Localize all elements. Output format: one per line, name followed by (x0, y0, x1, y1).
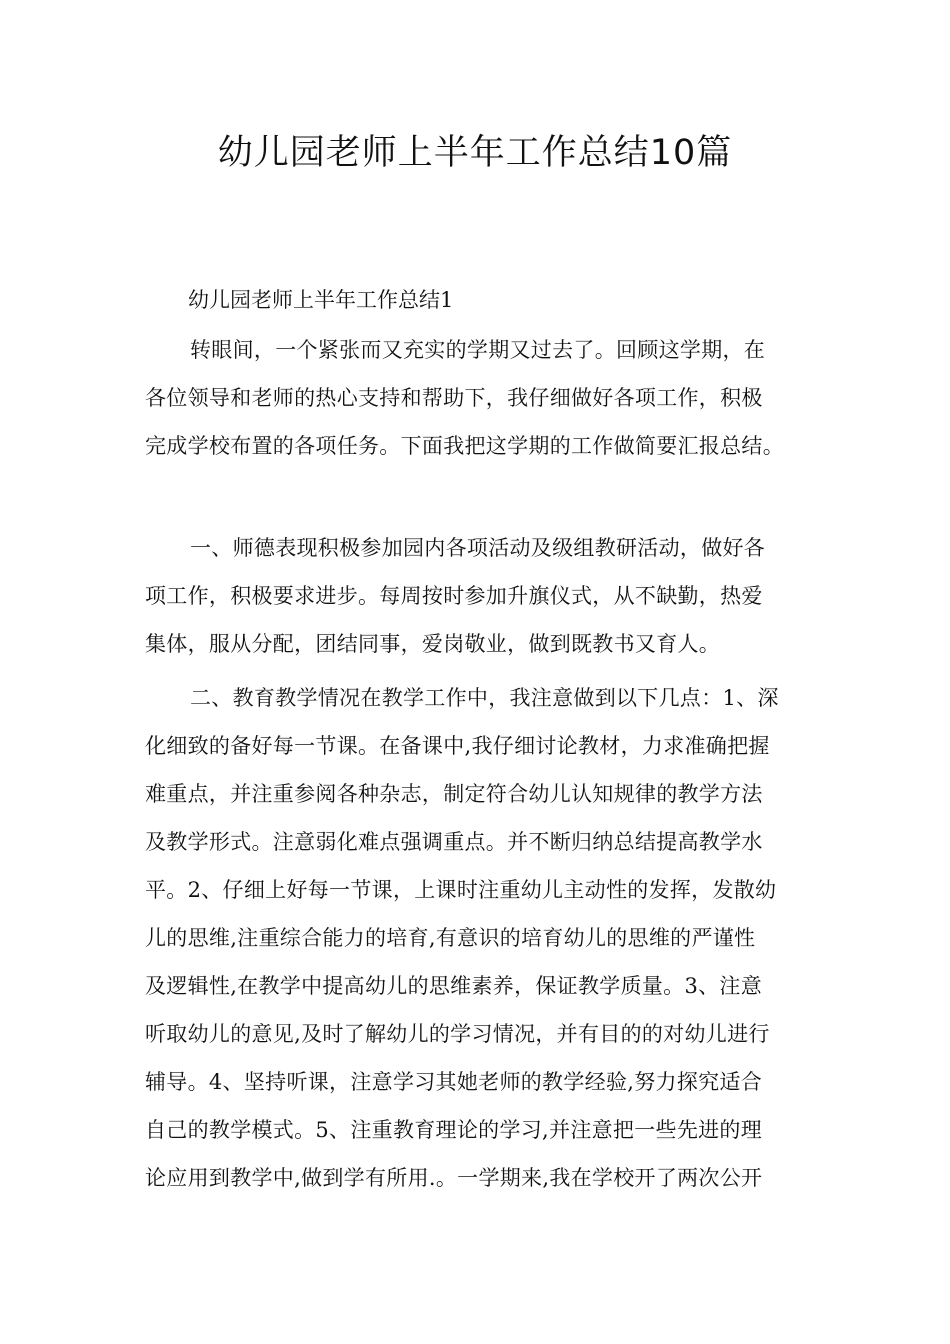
paragraph-line: 各位领导和老师的热心支持和帮助下，我仔细做好各项工作，积极 (145, 386, 763, 410)
paragraph-intro (145, 326, 807, 470)
paragraph-line: 项工作，积极要求进步。每周按时参加升旗仪式，从不缺勤，热爱 (145, 584, 763, 608)
paragraph-line: 儿的思维,注重综合能力的培育,有意识的培育幼儿的思维的严谨性 (145, 926, 756, 950)
paragraph-line: 化细致的备好每一节课。在备课中,我仔细讨论教材，力求准确把握 (145, 734, 770, 758)
paragraph-line: 集体，服从分配，团结同事，爱岗敬业，做到既教书又育人。 (145, 632, 721, 656)
paragraph-teaching (145, 674, 807, 1202)
paragraph-line: 转眼间，一个紧张而又充实的学期又过去了。回顾这学期，在 (190, 338, 766, 362)
paragraph-line: 一、师德表现积极参加园内各项活动及级组教研活动，做好各 (190, 536, 766, 560)
paragraph-line: 二、教育教学情况在教学工作中，我注意做到以下几点：1、深 (190, 686, 779, 710)
paragraph-line: 论应用到教学中,做到学有所用.。一学期来,我在学校开了两次公开 (145, 1166, 763, 1190)
section-heading: 幼儿园老师上半年工作总结1 (188, 288, 454, 312)
paragraph-line: 平。2、仔细上好每一节课，上课时注重幼儿主动性的发挥，发散幼 (145, 878, 777, 902)
paragraph-line: 及逻辑性,在教学中提高幼儿的思维素养，保证教学质量。3、注意 (145, 974, 763, 998)
paragraph-line: 听取幼儿的意见,及时了解幼儿的学习情况，并有目的的对幼儿进行 (145, 1022, 770, 1046)
paragraph-ethics (145, 524, 807, 668)
paragraph-line: 难重点，并注重参阅各种杂志，制定符合幼儿认知规律的教学方法 (145, 782, 763, 806)
document-title: 幼儿园老师上半年工作总结10篇 (217, 133, 733, 173)
paragraph-line: 自己的教学模式。5、注重教育理论的学习,并注意把一些先进的理 (145, 1118, 763, 1142)
paragraph-line: 辅导。4、坚持听课，注意学习其她老师的教学经验,努力探究适合 (145, 1070, 763, 1094)
paragraph-line: 完成学校布置的各项任务。下面我把这学期的工作做简要汇报总结。 (145, 434, 784, 458)
paragraph-line: 及教学形式。注意弱化难点强调重点。并不断归纳总结提高教学水 (145, 830, 763, 854)
